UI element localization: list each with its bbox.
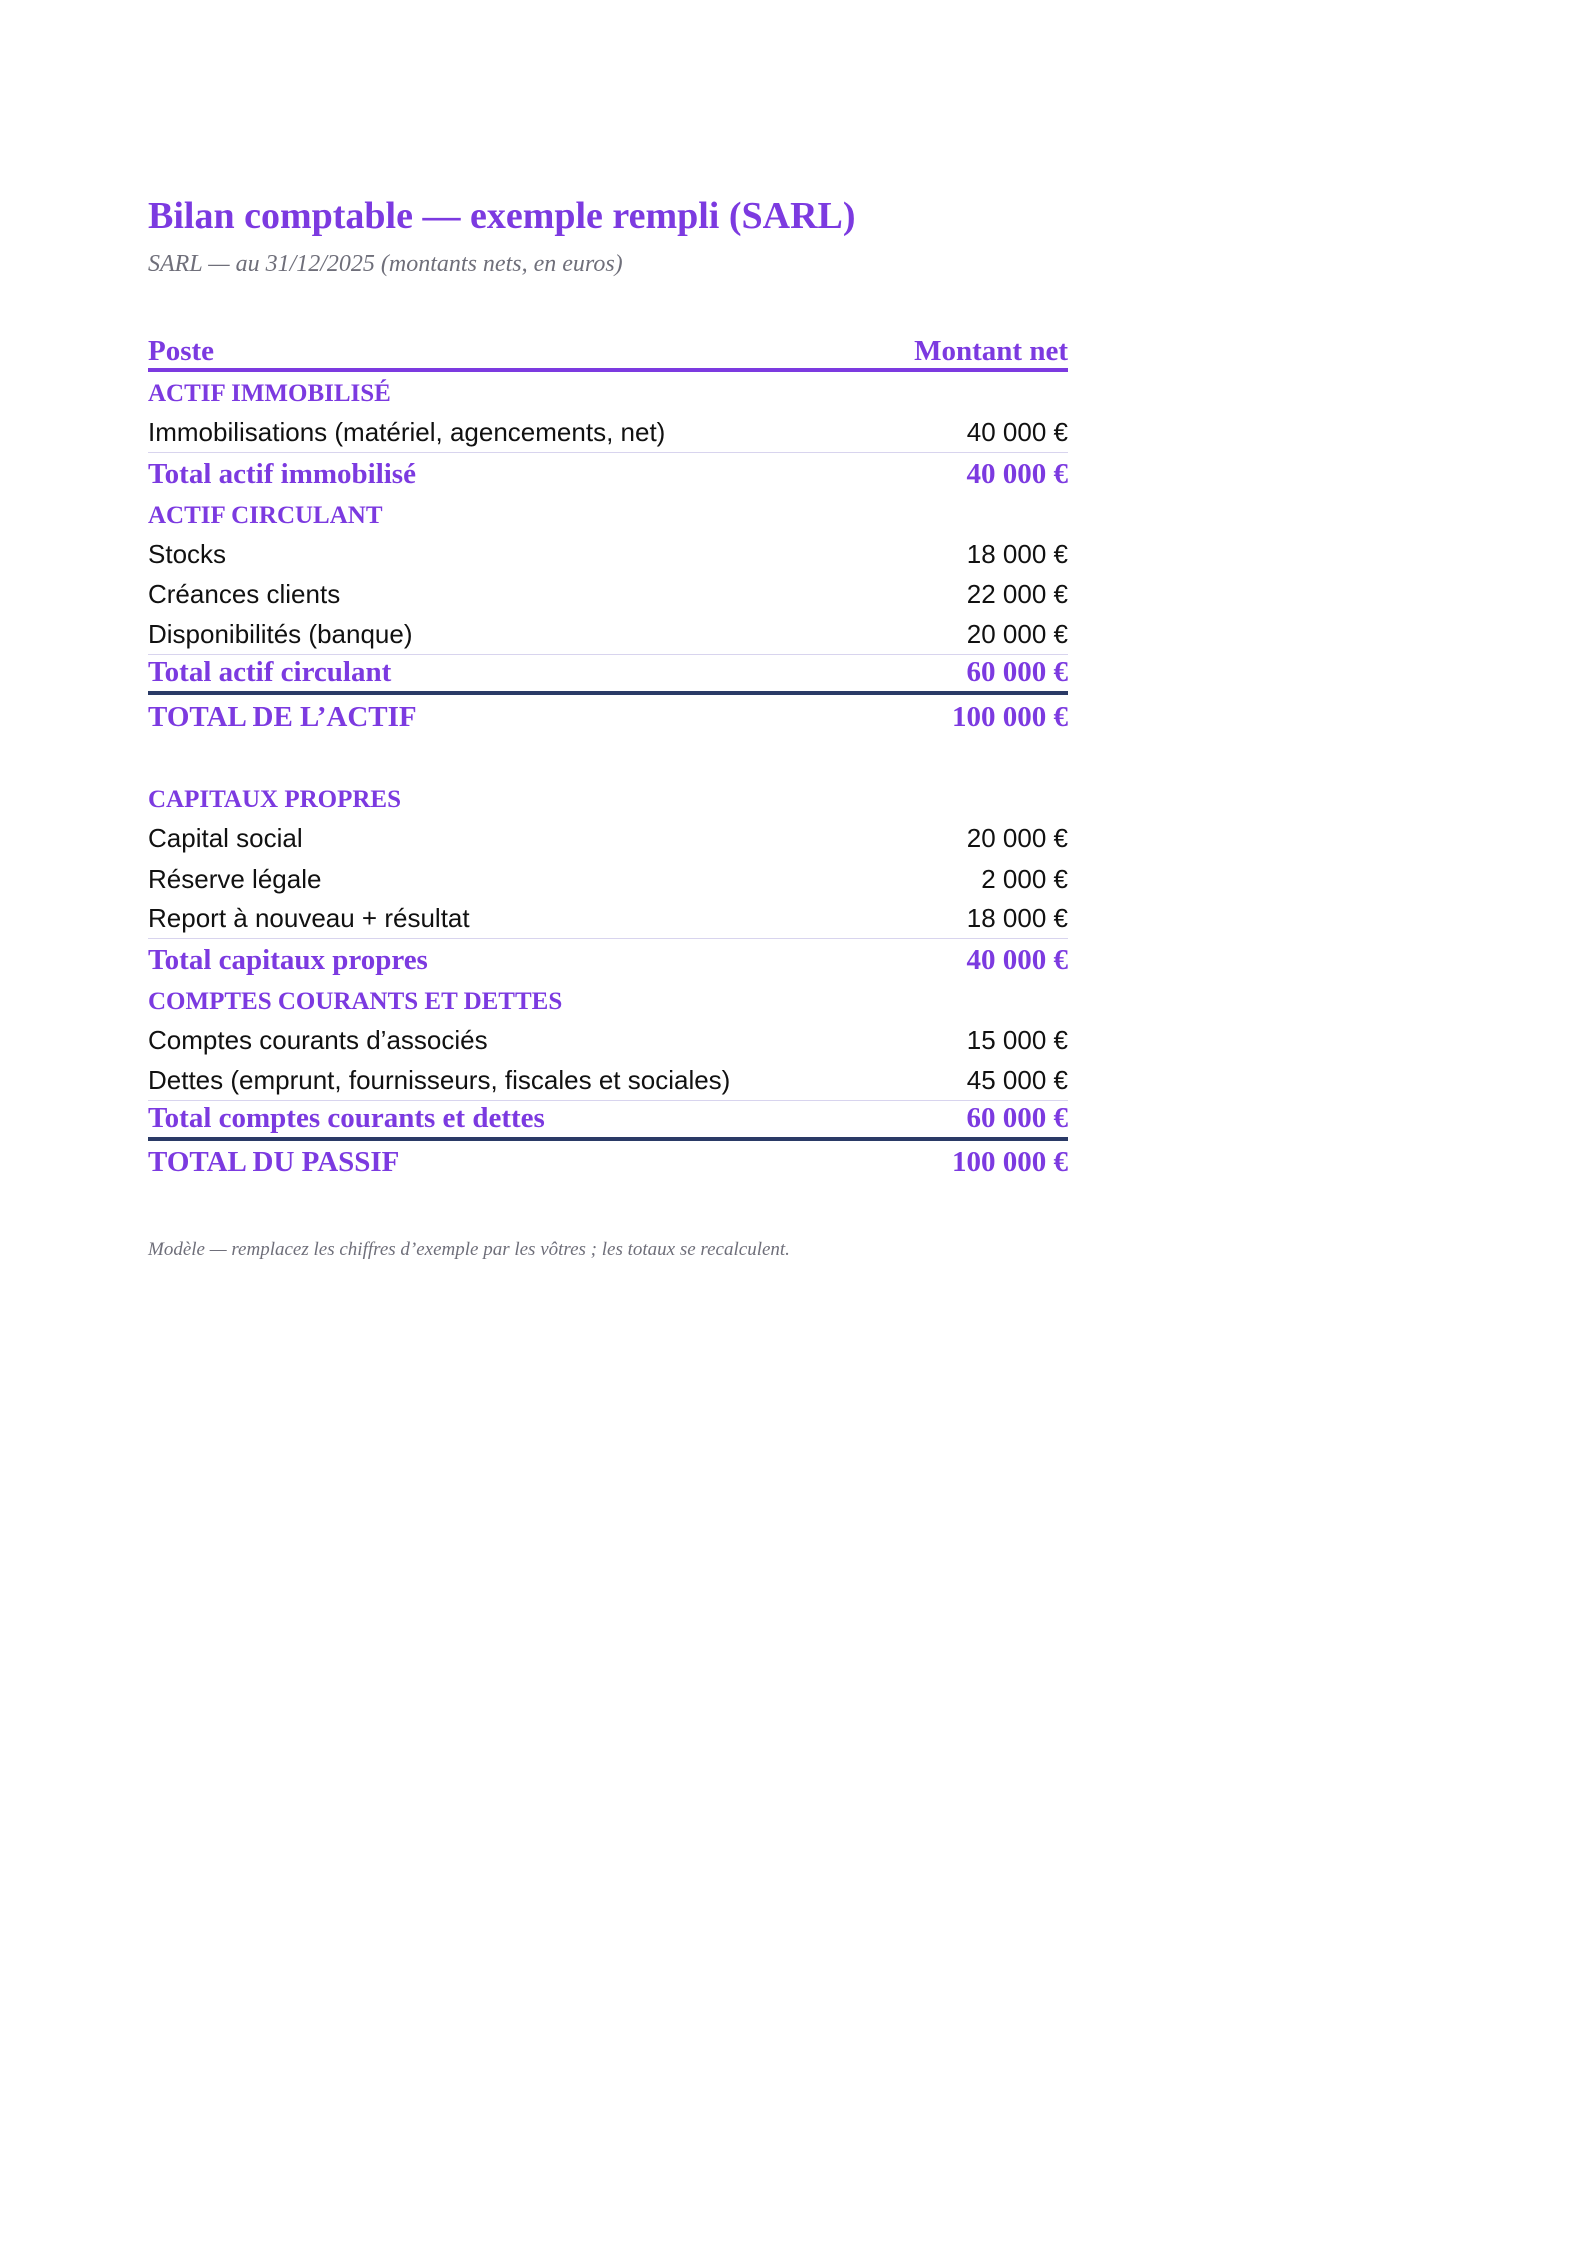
column-header-montant: Montant net — [914, 335, 1068, 367]
grand-total-amount: 100 000 € — [952, 1146, 1068, 1179]
grand-total-row — [148, 695, 1068, 735]
document-title: Bilan comptable — exemple rempli (SARL) — [148, 195, 856, 237]
section-heading: ACTIF CIRCULANT — [148, 501, 383, 529]
row-amount: 18 000 € — [966, 538, 1068, 569]
row-label: Réserve légale — [148, 863, 322, 894]
subtotal-label: Total actif immobilisé — [148, 458, 416, 491]
grand-total-label: TOTAL DU PASSIF — [148, 1146, 400, 1179]
balance-sheet-table — [148, 330, 1068, 1181]
table-header — [148, 330, 1068, 372]
column-header-poste: Poste — [148, 335, 215, 367]
document-page — [148, 188, 1068, 1261]
row-label: Dettes (emprunt, fournisseurs, fiscales et sociales) — [148, 1064, 731, 1095]
grand-total-row — [148, 1141, 1068, 1181]
row-amount: 15 000 € — [966, 1025, 1068, 1056]
row-label: Report à nouveau + résultat — [148, 903, 470, 934]
grand-total-label: TOTAL DE L’ACTIF — [148, 700, 417, 733]
row-label: Disponibilités (banque) — [148, 618, 413, 649]
subtotal-label: Total capitaux propres — [148, 944, 428, 977]
table-row — [148, 534, 1068, 574]
table-row — [148, 858, 1068, 898]
subtotal-row — [148, 1101, 1068, 1141]
table-row — [148, 1020, 1068, 1060]
row-amount: 2 000 € — [981, 863, 1068, 894]
row-amount: 45 000 € — [966, 1064, 1068, 1095]
row-label: Créances clients — [148, 579, 341, 610]
subtotal-row — [148, 939, 1068, 979]
subtotal-amount: 60 000 € — [966, 656, 1068, 689]
subtotal-row — [148, 453, 1068, 493]
row-amount: 18 000 € — [966, 903, 1068, 934]
row-amount: 40 000 € — [966, 416, 1068, 447]
section-heading: ACTIF IMMOBILISÉ — [148, 380, 391, 408]
subtotal-amount: 40 000 € — [966, 944, 1068, 977]
subtotal-amount: 40 000 € — [966, 458, 1068, 491]
row-label: Comptes courants d’associés — [148, 1025, 488, 1056]
row-label: Stocks — [148, 538, 227, 569]
subtotal-label: Total comptes courants et dettes — [148, 1102, 545, 1135]
row-amount: 22 000 € — [966, 579, 1068, 610]
grand-total-amount: 100 000 € — [952, 700, 1068, 733]
section-spacer — [148, 736, 1068, 778]
row-label: Capital social — [148, 823, 303, 854]
table-row — [148, 614, 1068, 654]
table-row — [148, 574, 1068, 614]
subtotal-amount: 60 000 € — [966, 1102, 1068, 1135]
table-row — [148, 899, 1068, 939]
subtotal-label: Total actif circulant — [148, 656, 392, 689]
table-row — [148, 412, 1068, 452]
table-row — [148, 1060, 1068, 1100]
footnote: Modèle — remplacez les chiffres d’exemple par les vôtres ; les totaux se recalculent. — [148, 1239, 790, 1261]
row-amount: 20 000 € — [966, 823, 1068, 854]
section-heading: CAPITAUX PROPRES — [148, 785, 402, 813]
section-heading: COMPTES COURANTS ET DETTES — [148, 987, 563, 1015]
row-amount: 20 000 € — [966, 618, 1068, 649]
row-label: Immobilisations (matériel, agencements, net) — [148, 416, 666, 447]
document-subtitle: SARL — au 31/12/2025 (montants nets, en euros) — [148, 251, 623, 277]
table-row — [148, 818, 1068, 858]
subtotal-row — [148, 655, 1068, 695]
